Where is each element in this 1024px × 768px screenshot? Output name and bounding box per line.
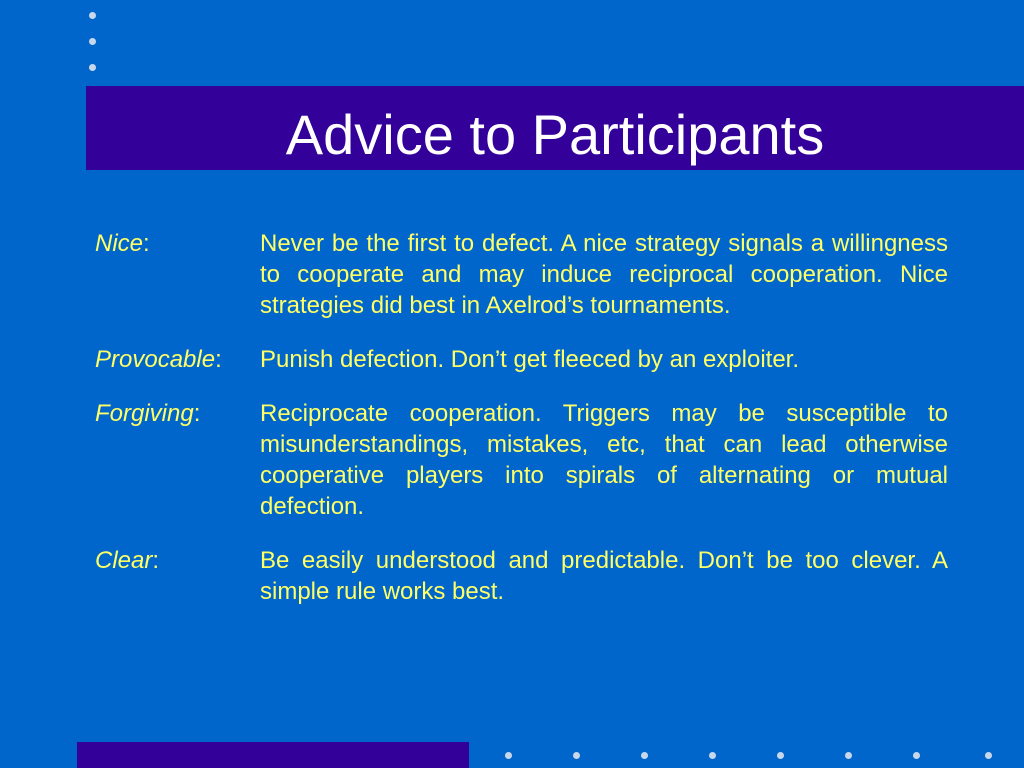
advice-term-separator: :: [143, 230, 150, 257]
dot-icon: [985, 752, 992, 759]
slide-title: Advice to Participants: [285, 103, 825, 166]
advice-term: [95, 228, 150, 259]
advice-term: [95, 545, 159, 576]
advice-term-separator: :: [193, 400, 201, 427]
advice-term-word: Forgiving: [95, 400, 194, 427]
advice-item-clear: [95, 545, 948, 607]
dot-icon: [573, 752, 580, 759]
advice-description: Reciprocate cooperation. Triggers may be susceptible to misunderstandings, mistakes, etc, that can lead otherwise cooperative players into spirals of alternating or mutual defection.: [260, 400, 948, 520]
dot-icon: [845, 752, 852, 759]
advice-item-nice: [95, 228, 948, 321]
dot-icon: [89, 12, 96, 19]
advice-item-provocable: [95, 344, 948, 375]
dot-icon: [89, 64, 96, 71]
dot-icon: [777, 752, 784, 759]
advice-item-forgiving: [95, 398, 948, 522]
dot-icon: [641, 752, 648, 759]
advice-term-word: Nice: [95, 230, 144, 257]
decorative-dots-bottom: [505, 752, 1005, 762]
advice-term-separator: :: [152, 547, 160, 574]
dot-icon: [709, 752, 716, 759]
advice-description: Never be the first to defect. A nice strategy signals a willingness to cooperate and may induce reciprocal cooperation. Nice strategies did best in Axelrod’s tournaments.: [260, 230, 948, 319]
advice-list: [95, 228, 948, 630]
advice-description: Be easily understood and predictable. Don’t be too clever. A simple rule works best.: [260, 547, 948, 605]
footer-band: [77, 742, 469, 768]
decorative-dots-top: [89, 12, 97, 74]
dot-icon: [89, 38, 96, 45]
advice-term: [95, 344, 222, 375]
advice-term: [95, 398, 200, 429]
advice-term-separator: :: [215, 346, 222, 373]
dot-icon: [505, 752, 512, 759]
advice-term-word: Clear: [95, 547, 153, 574]
advice-description: Punish defection. Don’t get fleeced by an exploiter.: [260, 346, 800, 373]
advice-term-word: Provocable: [95, 346, 216, 373]
title-band: [86, 86, 1024, 170]
dot-icon: [913, 752, 920, 759]
